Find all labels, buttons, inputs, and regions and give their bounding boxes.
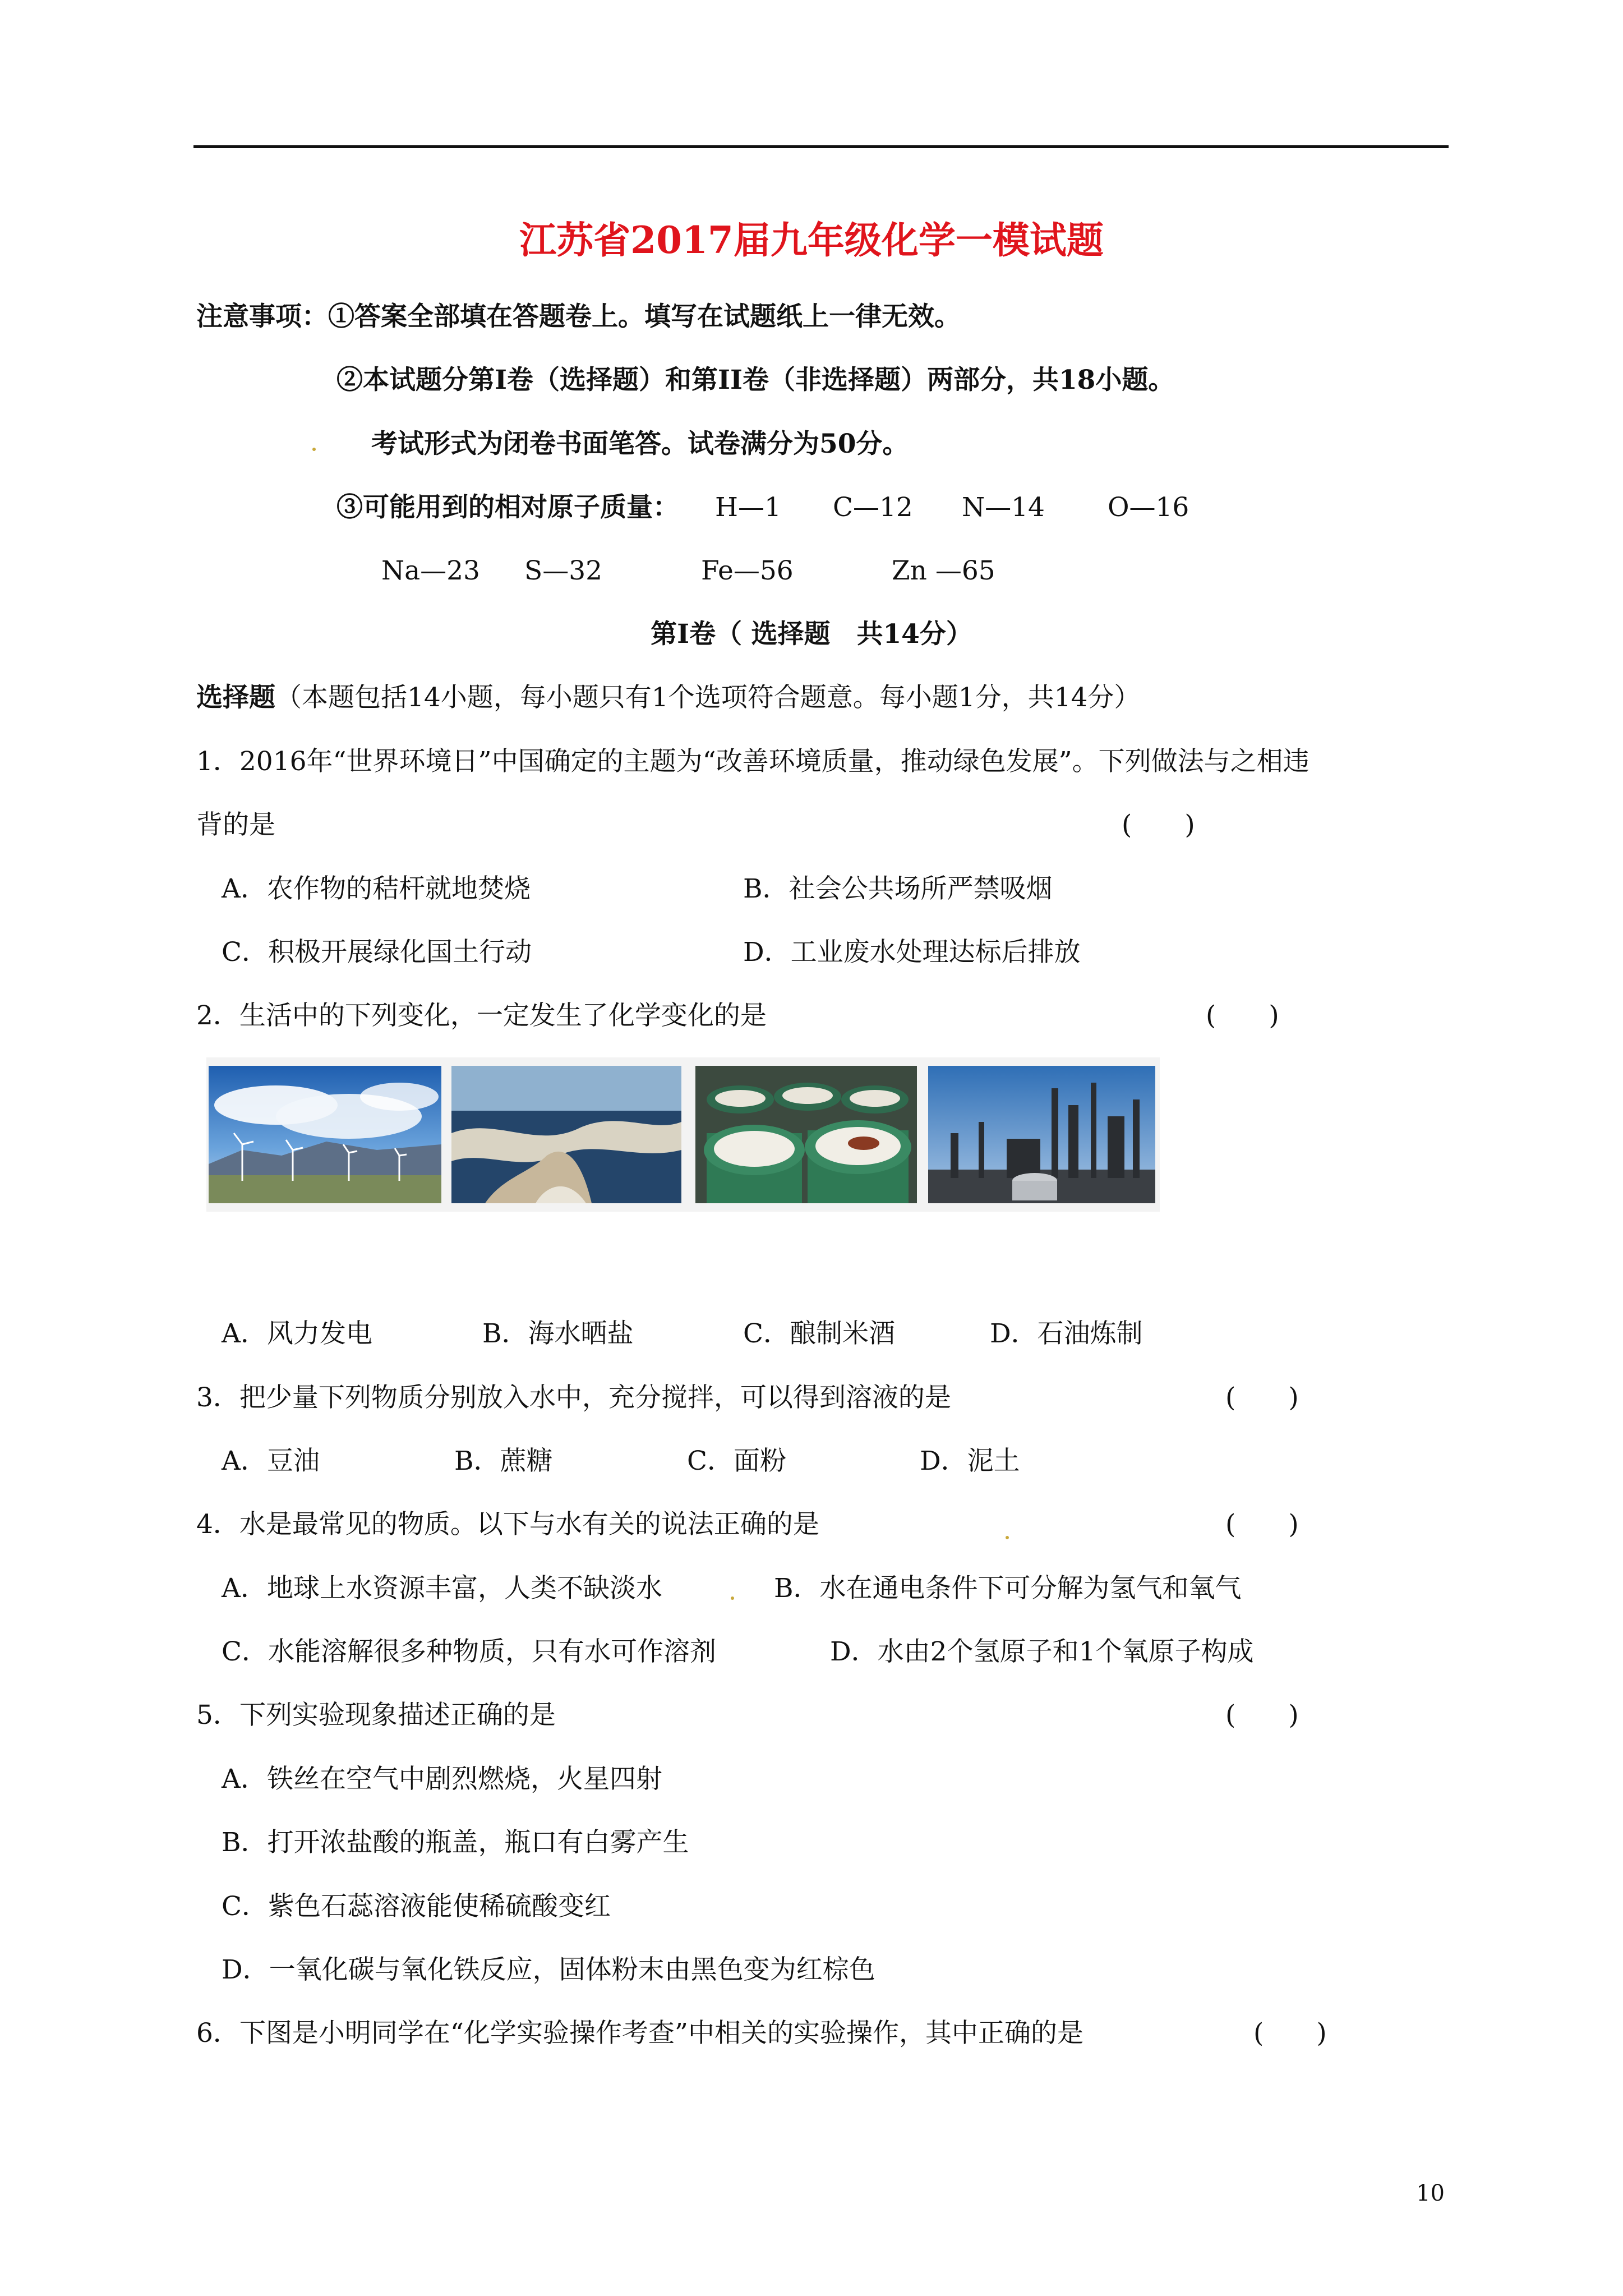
q4-option-d: D．水由2个氢原子和1个氧原子构成 [830, 1636, 1254, 1667]
q2-stem: 2．生活中的下列变化，一定发生了化学变化的是 [196, 1000, 767, 1031]
q4-option-b: B．水在通电条件下可分解为氢气和氧气 [774, 1573, 1242, 1604]
q5-stem: 5．下列实验现象描述正确的是 [196, 1700, 556, 1731]
q3-option-d: D．泥土 [920, 1446, 1020, 1476]
choice-intro-text: （本题包括14小题，每小题只有1个选项符合题意。每小题1分，共14分） [275, 682, 1141, 713]
note-1: ①答案全部填在答题卷上。填写在试题纸上一律无效。 [328, 301, 961, 332]
q5-option-a: A．铁丝在空气中剧烈燃烧，火星四射 [222, 1764, 662, 1795]
note-3-label: ③可能用到的相对原子质量： [336, 492, 679, 523]
mass-zn: Zn —65 [892, 555, 995, 586]
note-3 [336, 491, 679, 524]
header-rule [193, 145, 1449, 148]
speck [312, 448, 316, 451]
q5-option-b: B．打开浓盐酸的瓶盖，瓶口有白雾产生 [222, 1827, 689, 1858]
q3-option-c: C．面粉 [687, 1446, 786, 1476]
q3-stem: 3．把少量下列物质分别放入水中，充分搅拌，可以得到溶液的是 [196, 1382, 951, 1413]
q1-option-b: B．社会公共场所严禁吸烟 [743, 873, 1053, 904]
notes-label: 注意事项： [196, 301, 328, 332]
mass-h: H—1 [715, 492, 781, 523]
choice-intro-label: 选择题 [196, 682, 275, 713]
q5-option-d: D．一氧化碳与氧化铁反应，固体粉末由黑色变为红棕色 [222, 1954, 875, 1985]
mass-n: N—14 [962, 492, 1045, 523]
q2-option-c: C．酿制米酒 [743, 1318, 895, 1349]
q2-option-b: B．海水晒盐 [482, 1318, 634, 1349]
note-2b: 考试形式为闭卷书面笔答。试卷满分为50分。 [371, 429, 909, 459]
rice-wine-image [695, 1066, 917, 1203]
q1-option-a: A．农作物的秸杆就地焚烧 [222, 873, 531, 904]
choice-intro [196, 681, 1140, 715]
sea-salt-image [451, 1066, 681, 1203]
q3-option-b: B．蔗糖 [454, 1446, 553, 1476]
mass-na: Na—23 [381, 555, 480, 586]
q2-option-a: A．风力发电 [222, 1318, 372, 1349]
q5-option-c: C．紫色石蕊溶液能使稀硫酸变红 [222, 1891, 611, 1922]
q3-option-a: A．豆油 [222, 1446, 320, 1476]
q4-option-a: A．地球上水资源丰富，人类不缺淡水 [222, 1573, 662, 1604]
q6-stem: 6．下图是小明同学在“化学实验操作考查”中相关的实验操作，其中正确的是 [196, 2018, 1083, 2049]
note-2: ②本试题分第Ⅰ卷（选择题）和第II卷（非选择题）两部分，共18小题。 [336, 365, 1175, 395]
wind-farm-image [209, 1066, 441, 1203]
section-heading: 第Ⅰ卷（ 选择题 共14分） [651, 619, 972, 650]
q4-stem: 4．水是最常见的物质。以下与水有关的说法正确的是 [196, 1509, 819, 1540]
q5-answer-bracket: ( ) [1225, 1700, 1299, 1731]
q6-answer-bracket: ( ) [1253, 2018, 1327, 2049]
mass-c: C—12 [833, 492, 913, 523]
q1-option-d: D．工业废水处理达标后排放 [743, 937, 1081, 968]
speck [1006, 1536, 1009, 1539]
oil-refinery-image [928, 1066, 1155, 1203]
q3-answer-bracket: ( ) [1225, 1382, 1299, 1413]
q1-stem-line2: 背的是 [196, 809, 275, 840]
q1-stem-line1: 1．2016年“世界环境日”中国确定的主题为“改善环境质量，推动绿色发展”。下列做法与之相违 [196, 746, 1310, 777]
mass-o: O—16 [1108, 492, 1189, 523]
mass-fe: Fe—56 [701, 555, 794, 586]
q2-option-d: D．石油炼制 [990, 1318, 1143, 1349]
speck [731, 1596, 734, 1600]
notes-line-1 [196, 300, 961, 334]
q4-answer-bracket: ( ) [1225, 1509, 1299, 1540]
q4-option-c: C．水能溶解很多种物质，只有水可作溶剂 [222, 1636, 716, 1667]
q1-answer-bracket: ( ) [1122, 809, 1195, 840]
page-number: 10 [1416, 2180, 1445, 2206]
exam-title: 江苏省2017届九年级化学一模试题 [519, 218, 1104, 262]
q1-option-c: C．积极开展绿化国土行动 [222, 937, 532, 968]
mass-s: S—32 [524, 555, 603, 586]
q2-answer-bracket: ( ) [1206, 1000, 1279, 1031]
